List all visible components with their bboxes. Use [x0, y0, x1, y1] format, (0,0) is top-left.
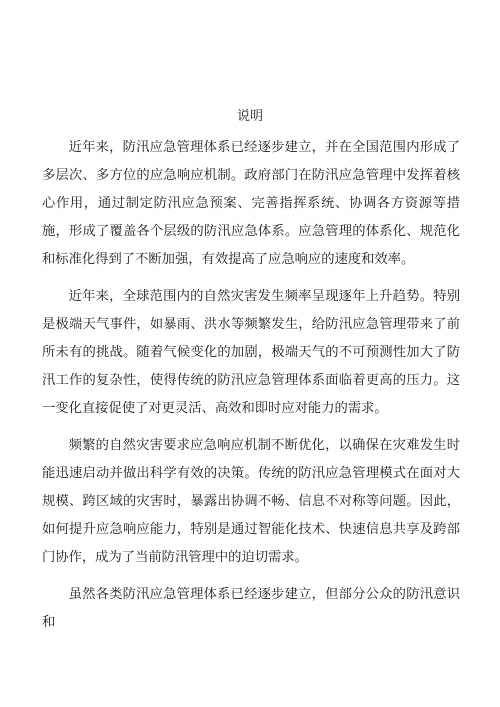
paragraph-1: 近年来，防汛应急管理体系已经逐步建立，并在全国范围内形成了多层次、多方位的应急响应机制。政府部门在防汛应急管理中发挥着核心作用，通过制定防汛应急预案、完善指挥系统、协调各方资源等措施，形成了覆盖各个层级的防汛应急体系。应急管理的体系化、规范化和标准化得到了不断加强，有效提高了应急响应的速度和效率。: [42, 140, 460, 267]
document-title: 说明: [236, 109, 263, 124]
paragraph-2: 近年来，全球范围内的自然灾害发生频率呈现逐年上升趋势。特别是极端天气事件，如暴雨、洪水等频繁发生，给防汛应急管理带来了前所未有的挑战。随着气候变化的加剧，极端天气的不可预测性加大了防汛工作的复杂性，使得传统的防汛应急管理体系面临着更高的压力。这一变化直接促使了对更灵活、高效和即时应对能力的需求。: [42, 289, 460, 416]
paragraph-3: 频繁的自然灾害要求应急响应机制不断优化，以确保在灾难发生时能迅速启动并做出科学有效的决策。传统的防汛应急管理模式在面对大规模、跨区域的灾害时，暴露出协调不畅、信息不对称等问题。因此，如何提升应急响应能力，特别是通过智能化技术、快速信息共享及跨部门协作，成为了当前防汛管理中的迫切需求。: [42, 438, 460, 565]
document-body: [42, 134, 460, 646]
paragraph-4: 虽然各类防汛应急管理体系已经逐步建立，但部分公众的防汛意识和: [42, 587, 460, 630]
